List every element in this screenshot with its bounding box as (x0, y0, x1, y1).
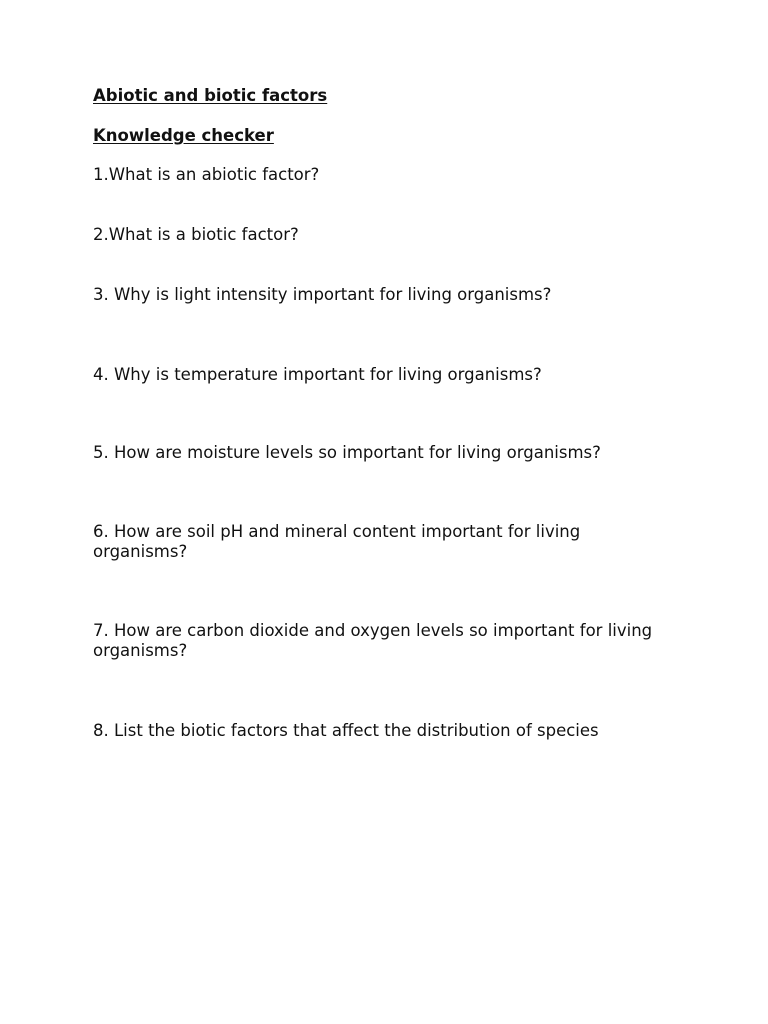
question-7: 7. How are carbon dioxide and oxygen levels so important for living organisms? (93, 621, 653, 660)
question-6: 6. How are soil pH and mineral content important for living organisms? (93, 522, 581, 561)
question-2: 2.What is a biotic factor? (93, 225, 299, 244)
document-subtitle: Knowledge checker (93, 126, 274, 145)
question-1: 1.What is an abiotic factor? (93, 165, 320, 184)
question-3: 3. Why is light intensity important for living organisms? (93, 285, 552, 304)
question-4: 4. Why is temperature important for living organisms? (93, 365, 542, 384)
question-5: 5. How are moisture levels so important for living organisms? (93, 443, 601, 462)
document-title: Abiotic and biotic factors (93, 86, 328, 105)
question-8: 8. List the biotic factors that affect the distribution of species (93, 721, 599, 740)
